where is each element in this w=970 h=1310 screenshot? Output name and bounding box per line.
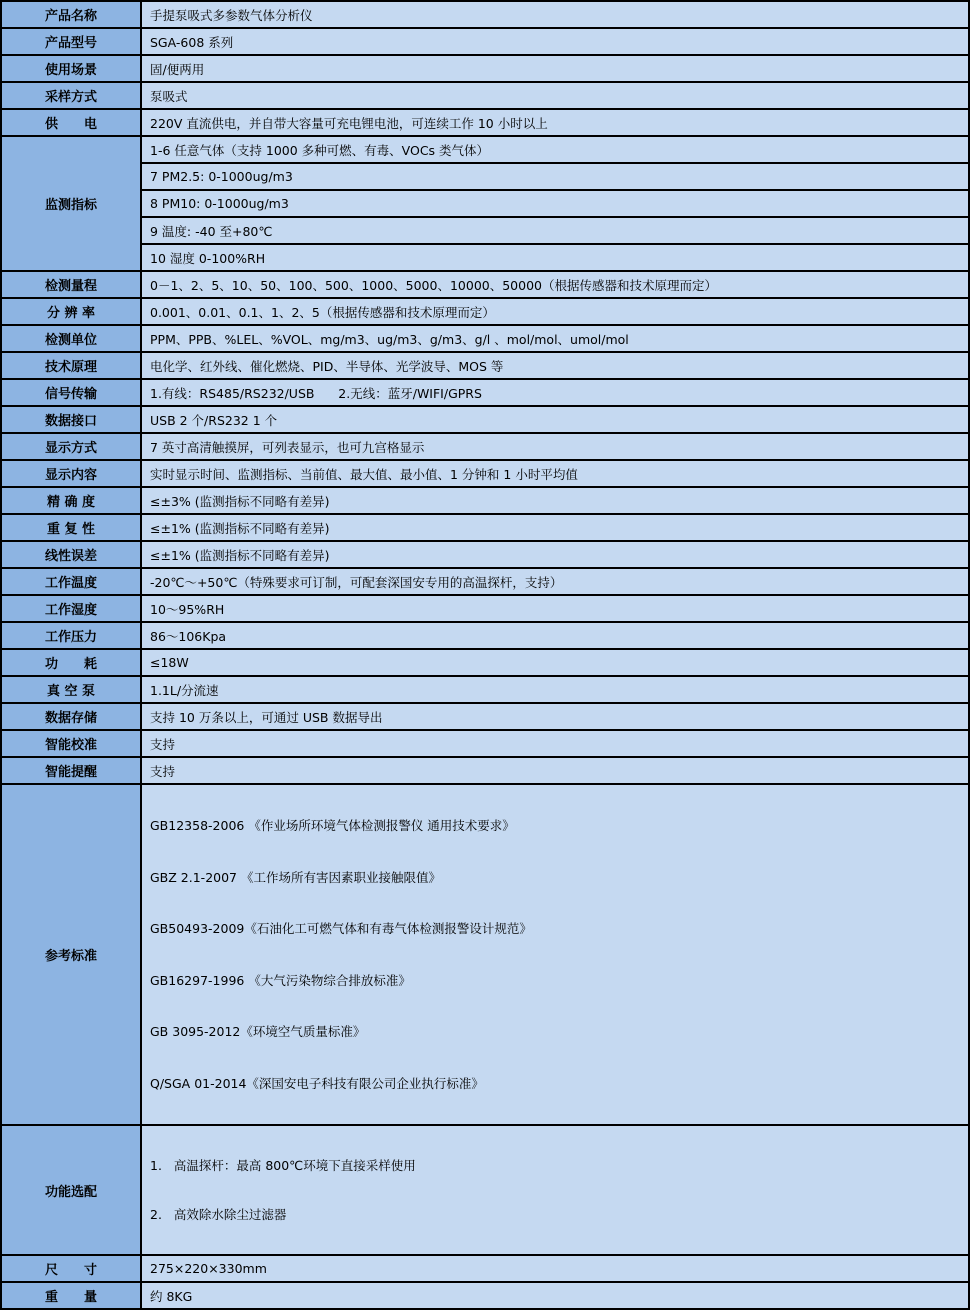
value-sampling-method: 泵吸式 (141, 82, 969, 109)
table-row (1, 676, 969, 703)
label-linearity-error: 线性误差 (1, 541, 141, 568)
table-row (1, 1125, 969, 1255)
label-detection-range: 检测量程 (1, 271, 141, 298)
value-display-mode: 7 英寸高清触摸屏，可列表显示，也可九宫格显示 (141, 433, 969, 460)
value-reference-standards (141, 784, 969, 1125)
label-technical-principle: 技术原理 (1, 352, 141, 379)
table-row (1, 460, 969, 487)
table-row (1, 1282, 969, 1309)
table-row (1, 622, 969, 649)
value-operating-temperature: -20℃～+50℃（特殊要求可订制，可配套深国安专用的高温探杆，支持） (141, 568, 969, 595)
value-vacuum-pump: 1.1L/分流速 (141, 676, 969, 703)
value-smart-calibration: 支持 (141, 730, 969, 757)
label-operating-humidity: 工作湿度 (1, 595, 141, 622)
label-smart-calibration: 智能校准 (1, 730, 141, 757)
label-optional-functions: 功能选配 (1, 1125, 141, 1255)
table-row (1, 244, 969, 271)
value-operating-humidity: 10～95%RH (141, 595, 969, 622)
value-accuracy: ≤±3% (监测指标不同略有差异) (141, 487, 969, 514)
table-row (1, 568, 969, 595)
table-row (1, 514, 969, 541)
table-row (1, 487, 969, 514)
reference-standard-line-3: GB50493-2009《石油化工可燃气体和有毒气体检测报警设计规范》 (150, 921, 532, 936)
table-row (1, 757, 969, 784)
table-row (1, 406, 969, 433)
table-row (1, 433, 969, 460)
label-repeatability: 重 复 性 (1, 514, 141, 541)
label-weight: 重 量 (1, 1282, 141, 1309)
value-monitoring-indicator-4: 9 温度: -40 至+80℃ (141, 217, 969, 244)
value-monitoring-indicator-2: 7 PM2.5: 0-1000ug/m3 (141, 163, 969, 190)
table-row (1, 217, 969, 244)
table-row (1, 109, 969, 136)
value-product-model: SGA-608 系列 (141, 28, 969, 55)
table-row (1, 163, 969, 190)
reference-standard-line-1: GB12358-2006 《作业场所环境气体检测报警仪 通用技术要求》 (150, 818, 515, 833)
table-row (1, 1255, 969, 1282)
value-technical-principle: 电化学、红外线、催化燃烧、PID、半导体、光学波导、MOS 等 (141, 352, 969, 379)
optional-function-line-2: 2. 高效除水除尘过滤器 (150, 1207, 287, 1222)
value-monitoring-indicator-5: 10 湿度 0-100%RH (141, 244, 969, 271)
value-operating-pressure: 86～106Kpa (141, 622, 969, 649)
label-sampling-method: 采样方式 (1, 82, 141, 109)
label-signal-transmission: 信号传输 (1, 379, 141, 406)
reference-standard-line-4: GB16297-1996 《大气污染物综合排放标准》 (150, 972, 411, 988)
table-row (1, 784, 969, 1125)
value-detection-range: 0－1、2、5、10、50、100、500、1000、5000、10000、50000（根据传感器和技术原理而定） (141, 271, 969, 298)
value-linearity-error: ≤±1% (监测指标不同略有差异) (141, 541, 969, 568)
value-optional-functions (141, 1125, 969, 1255)
value-weight: 约 8KG (141, 1282, 969, 1309)
value-resolution: 0.001、0.01、0.1、1、2、5（根据传感器和技术原理而定） (141, 298, 969, 325)
table-row (1, 325, 969, 352)
reference-standard-line-6: Q/SGA 01-2014《深国安电子科技有限公司企业执行标准》 (150, 1075, 484, 1091)
label-usage-scenario: 使用场景 (1, 55, 141, 82)
table-row (1, 136, 969, 163)
table-row (1, 28, 969, 55)
label-data-storage: 数据存储 (1, 703, 141, 730)
label-dimensions: 尺 寸 (1, 1255, 141, 1282)
value-power-consumption: ≤18W (141, 649, 969, 676)
optional-function-line-1: 1. 高温探杆：最高 800℃环境下直接采样使用 (150, 1158, 416, 1173)
label-display-mode: 显示方式 (1, 433, 141, 460)
label-product-model: 产品型号 (1, 28, 141, 55)
reference-standard-line-2: GBZ 2.1-2007 《工作场所有害因素职业接触限值》 (150, 869, 441, 885)
value-data-interface: USB 2 个/RS232 1 个 (141, 406, 969, 433)
label-product-name: 产品名称 (1, 1, 141, 28)
label-operating-temperature: 工作温度 (1, 568, 141, 595)
table-row (1, 379, 969, 406)
table-row (1, 55, 969, 82)
value-data-storage: 支持 10 万条以上，可通过 USB 数据导出 (141, 703, 969, 730)
value-dimensions: 275×220×330mm (141, 1255, 969, 1282)
value-monitoring-indicator-3: 8 PM10: 0-1000ug/m3 (141, 190, 969, 217)
label-power-supply: 供 电 (1, 109, 141, 136)
label-data-interface: 数据接口 (1, 406, 141, 433)
table-row (1, 352, 969, 379)
label-resolution: 分 辨 率 (1, 298, 141, 325)
value-display-content: 实时显示时间、监测指标、当前值、最大值、最小值、1 分钟和 1 小时平均值 (141, 460, 969, 487)
value-monitoring-indicator-1: 1-6 任意气体（支持 1000 多种可燃、有毒、VOCs 类气体） (141, 136, 969, 163)
label-display-content: 显示内容 (1, 460, 141, 487)
label-power-consumption: 功 耗 (1, 649, 141, 676)
reference-standard-line-5: GB 3095-2012《环境空气质量标准》 (150, 1024, 366, 1039)
label-operating-pressure: 工作压力 (1, 622, 141, 649)
value-product-name: 手提泵吸式多参数气体分析仪 (141, 1, 969, 28)
table-row (1, 703, 969, 730)
table-row (1, 595, 969, 622)
value-usage-scenario: 固/便两用 (141, 55, 969, 82)
value-repeatability: ≤±1% (监测指标不同略有差异) (141, 514, 969, 541)
value-detection-unit: PPM、PPB、%LEL、%VOL、mg/m3、ug/m3、g/m3、g/l 、mol/mol、umol/mol (141, 325, 969, 352)
table-row (1, 82, 969, 109)
table-row (1, 649, 969, 676)
table-row (1, 271, 969, 298)
label-monitoring-indicators: 监测指标 (1, 136, 141, 271)
label-detection-unit: 检测单位 (1, 325, 141, 352)
value-signal-transmission: 1.有线：RS485/RS232/USB 2.无线：蓝牙/WIFI/GPRS (141, 379, 969, 406)
table-row (1, 541, 969, 568)
table-row (1, 1, 969, 28)
value-smart-reminder: 支持 (141, 757, 969, 784)
label-smart-reminder: 智能提醒 (1, 757, 141, 784)
table-row (1, 730, 969, 757)
table-row (1, 190, 969, 217)
label-accuracy: 精 确 度 (1, 487, 141, 514)
label-vacuum-pump: 真 空 泵 (1, 676, 141, 703)
label-reference-standards: 参考标准 (1, 784, 141, 1125)
table-row (1, 298, 969, 325)
value-power-supply: 220V 直流供电，并自带大容量可充电锂电池，可连续工作 10 小时以上 (141, 109, 969, 136)
